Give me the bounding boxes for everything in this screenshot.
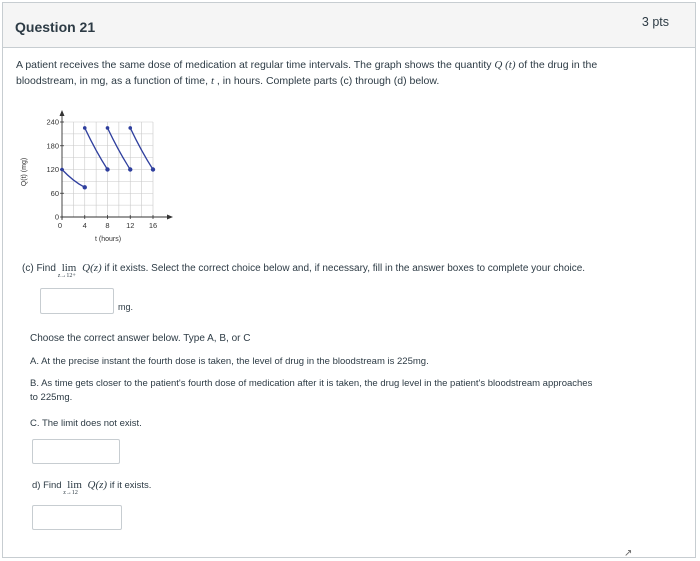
part-d-suffix: if it exists. bbox=[109, 480, 152, 491]
option-c: C. The limit does not exist. bbox=[30, 418, 142, 429]
x-tick-label: 16 bbox=[148, 221, 158, 230]
x-tick-label: 0 bbox=[57, 221, 63, 230]
intro-q-of-t: Q (t) bbox=[494, 59, 516, 71]
option-b-line-2: to 225mg. bbox=[30, 392, 73, 403]
y-tick-label: 180 bbox=[46, 141, 59, 151]
cursor-icon: ↗ bbox=[624, 548, 633, 559]
choose-instruction: Choose the correct answer below. Type A, B, or C bbox=[30, 333, 251, 344]
chart-axes bbox=[60, 110, 174, 220]
option-a: A. At the precise instant the fourth dose is taken, the level of drug in the bloodstream is 225mg. bbox=[30, 356, 429, 367]
series-jump-point bbox=[151, 167, 155, 171]
intro-text-2: of the drug in the bloodstream, in mg, as a function of time, bbox=[16, 59, 598, 87]
part-c-unit: mg. bbox=[118, 302, 134, 312]
x-tick-label: 8 bbox=[105, 221, 110, 230]
series-start-point bbox=[128, 126, 132, 130]
option-b-line-1: B. As time gets closer to the patient's fourth dose of medication after it is taken, the drug level in the patient's bloodstream approaches bbox=[30, 378, 593, 389]
intro-text-1: A patient receives the same dose of medication at regular time intervals. The graph shows the quantity bbox=[16, 59, 495, 71]
question-points: 3 pts bbox=[641, 15, 669, 29]
x-tick-label: 12 bbox=[126, 221, 135, 230]
part-d-lim-sub: z→12 bbox=[63, 490, 78, 496]
part-d-limit bbox=[63, 479, 82, 496]
part-c-limit bbox=[57, 262, 77, 279]
choice-answer-input[interactable] bbox=[32, 439, 120, 464]
series-jump-point bbox=[105, 167, 109, 171]
part-d-prompt bbox=[32, 479, 152, 496]
series-start-point bbox=[106, 126, 110, 130]
y-tick-label: 60 bbox=[50, 188, 59, 198]
question-title: Question 21 bbox=[15, 19, 96, 35]
series-start-point bbox=[60, 168, 64, 172]
part-d-prefix: d) Find bbox=[32, 480, 62, 491]
chart-ticks bbox=[46, 118, 157, 231]
y-axis-label: Q(t) (mg) bbox=[21, 157, 28, 187]
part-c-lim-sub: z→12+ bbox=[57, 273, 76, 279]
y-tick-label: 240 bbox=[46, 117, 59, 127]
question-header bbox=[3, 3, 695, 48]
intro-t: t bbox=[210, 75, 214, 87]
part-d-lim-word: lim bbox=[67, 479, 82, 491]
part-d-func: Q(z) bbox=[87, 479, 108, 491]
part-c-prompt bbox=[22, 262, 682, 279]
series-jump-point bbox=[83, 185, 87, 189]
dose-graph bbox=[18, 100, 188, 252]
y-axis-arrow bbox=[60, 110, 65, 116]
part-c-suffix: if it exists. Select the correct choice below and, if necessary, fill in the answer boxes to complete your choice. bbox=[104, 263, 586, 274]
part-c-prefix: (c) Find bbox=[22, 263, 56, 274]
x-axis-label: t (hours) bbox=[94, 236, 122, 243]
part-c-lim-word: lim bbox=[61, 262, 77, 274]
x-axis-arrow bbox=[167, 215, 173, 220]
part-d-answer-input[interactable] bbox=[32, 505, 122, 530]
intro-text-3: , in hours. Complete parts (c) through (d) below. bbox=[214, 75, 440, 87]
option-b bbox=[30, 377, 670, 405]
part-c-func: Q(z) bbox=[82, 262, 102, 274]
part-c-answer-input[interactable] bbox=[40, 288, 114, 314]
question-intro bbox=[16, 57, 626, 89]
series-jump-point bbox=[128, 167, 132, 171]
x-tick-label: 4 bbox=[82, 221, 87, 230]
y-tick-label: 120 bbox=[46, 165, 59, 174]
y-tick-label: 0 bbox=[54, 212, 59, 222]
series-start-point bbox=[83, 126, 87, 130]
